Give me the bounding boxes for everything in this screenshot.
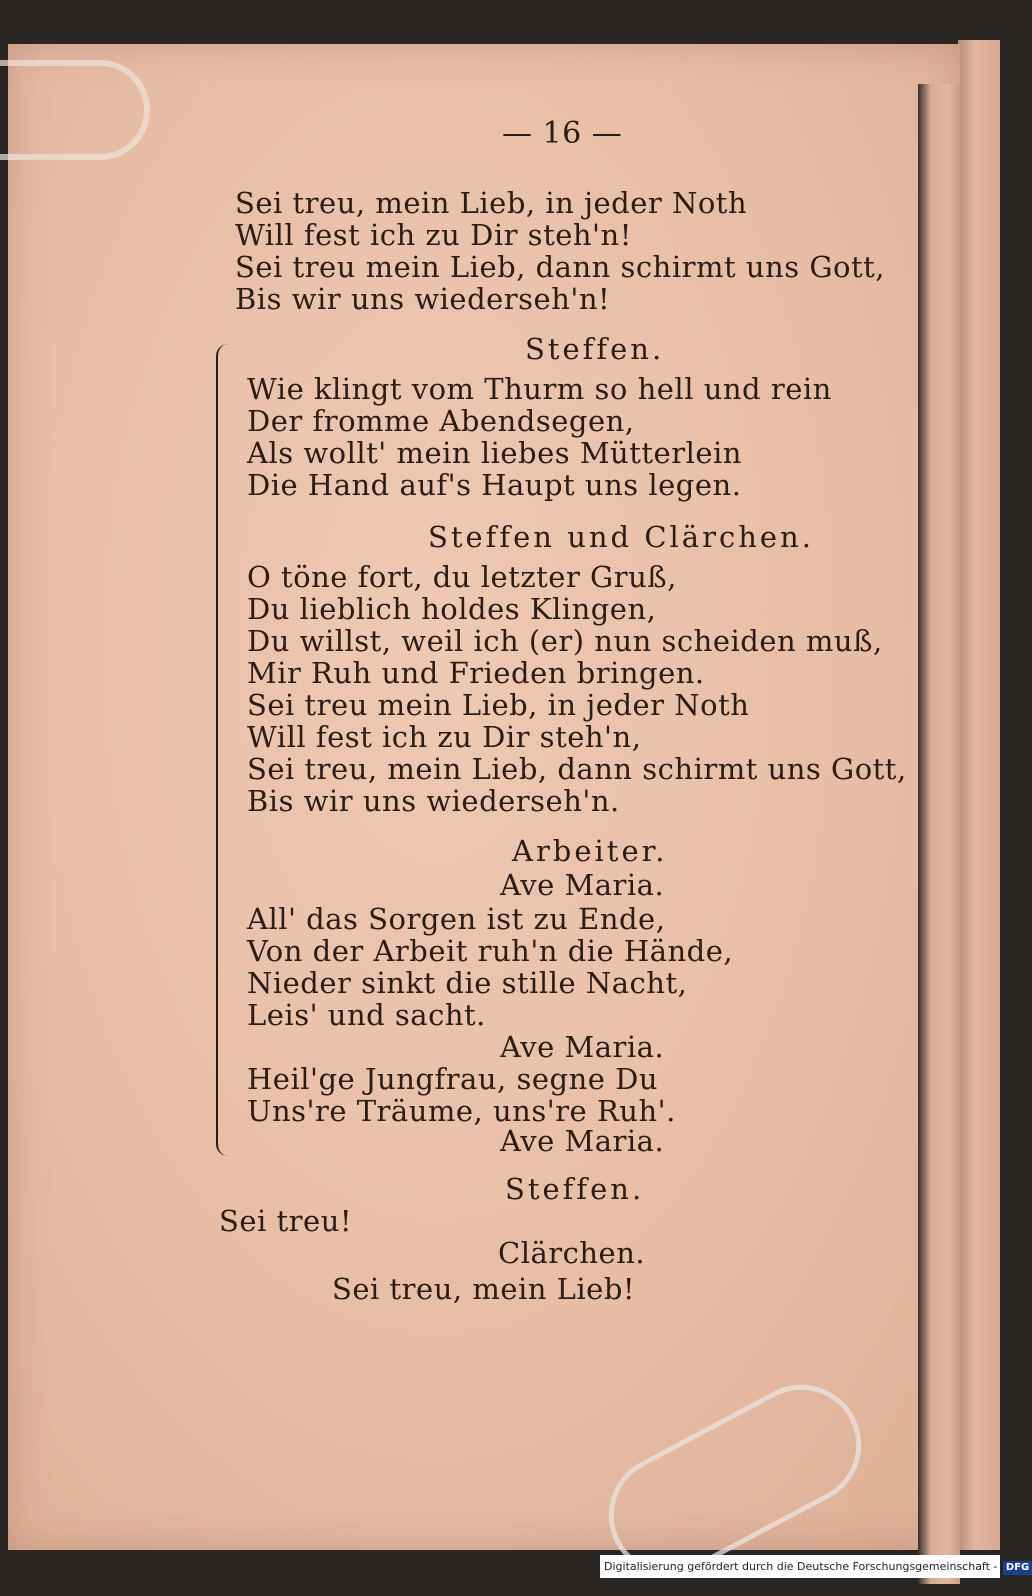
page-number: — 16 — (502, 116, 623, 151)
verse-line: O töne fort, du letzter Gruß, (247, 560, 677, 594)
refrain-line: Ave Maria. (500, 1030, 665, 1064)
speaker-heading: Steffen. (505, 1172, 645, 1206)
verse-line: Sei treu mein Lieb, in jeder Noth (247, 688, 750, 722)
verse-line: Die Hand auf's Haupt uns legen. (247, 468, 742, 502)
dfg-logo: DFG (1003, 1561, 1032, 1575)
speaker-heading: Clärchen. (498, 1236, 646, 1270)
verse-line: Will fest ich zu Dir steh'n! (235, 218, 632, 252)
verse-line: Sei treu, mein Lieb! (332, 1272, 636, 1306)
verse-line: Du lieblich holdes Klingen, (247, 592, 657, 626)
verse-line: Wie klingt vom Thurm so hell und rein (247, 372, 832, 406)
verse-line: All' das Sorgen ist zu Ende, (247, 902, 666, 936)
verse-line: Von der Arbeit ruh'n die Hände, (247, 934, 734, 968)
verse-line: Sei treu! (219, 1204, 353, 1238)
verse-line: Will fest ich zu Dir steh'n, (247, 720, 642, 754)
verse-line: Du willst, weil ich (er) nun scheiden muß, (247, 624, 883, 658)
speaker-heading: Steffen und Clärchen. (428, 520, 814, 554)
refrain-line: Ave Maria. (500, 868, 665, 902)
speaker-heading: Arbeiter. (512, 834, 668, 868)
verse-line: Sei treu, mein Lieb, in jeder Noth (235, 186, 748, 220)
verse-line: Bis wir uns wiederseh'n! (235, 282, 611, 316)
left-brace (216, 344, 234, 1156)
credit-text: Digitalisierung gefördert durch die Deutsche Forschungsgemeinschaft - (604, 1560, 998, 1573)
verse-line: Uns're Träume, uns're Ruh'. (247, 1094, 676, 1128)
verse-line: Heil'ge Jungfrau, segne Du (247, 1062, 659, 1096)
verse-line: Leis' und sacht. (247, 998, 486, 1032)
verse-line: Der fromme Abendsegen, (247, 404, 635, 438)
verse-line: Sei treu mein Lieb, dann schirmt uns Gott, (235, 250, 885, 284)
speaker-heading: Steffen. (525, 332, 665, 366)
verse-line: Als wollt' mein liebes Mütterlein (247, 436, 742, 470)
refrain-line: Ave Maria. (500, 1124, 665, 1158)
verse-line: Mir Ruh und Frieden bringen. (247, 656, 705, 690)
verse-line: Sei treu, mein Lieb, dann schirmt uns Gott, (247, 752, 907, 786)
verse-line: Nieder sinkt die stille Nacht, (247, 966, 688, 1000)
digitization-credit (600, 1555, 1030, 1578)
verse-line: Bis wir uns wiederseh'n. (247, 784, 620, 818)
